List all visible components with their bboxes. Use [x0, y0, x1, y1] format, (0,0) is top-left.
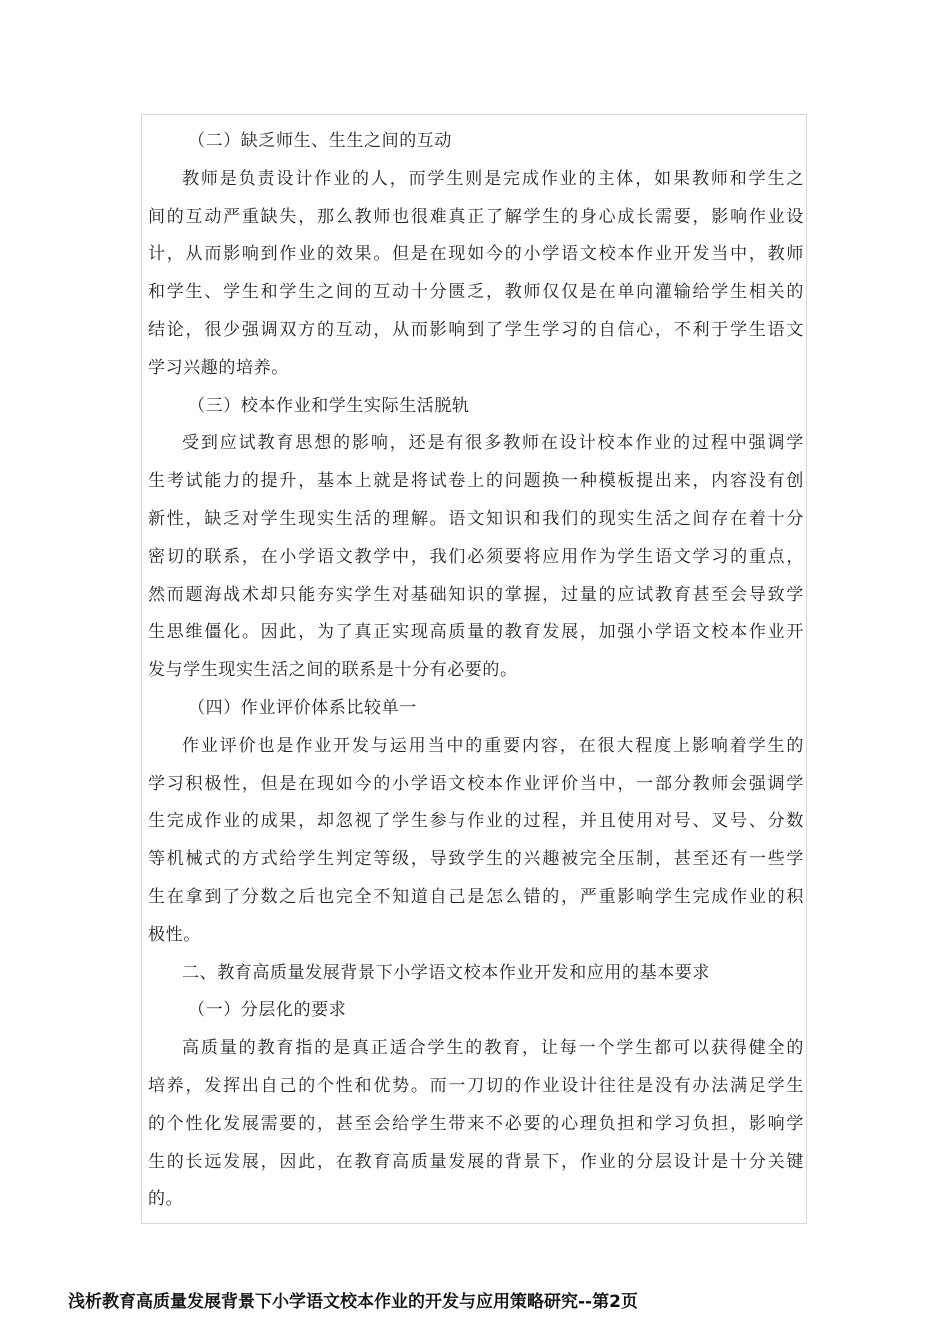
- paragraph-line: 间的互动严重缺失，那么教师也很难真正了解学生的身心成长需要，影响作业设: [148, 206, 804, 227]
- paragraph-line: 生在拿到了分数之后也完全不知道自己是怎么错的，严重影响学生完成作业的积: [148, 886, 804, 907]
- page-footer-title: 浅析教育高质量发展背景下小学语文校本作业的开发与应用策略研究--第2页: [68, 1292, 638, 1312]
- paragraph-line: 结论，很少强调双方的互动，从而影响到了学生学习的自信心，不利于学生语文: [148, 319, 804, 340]
- section-heading: （二）缺乏师生、生生之间的互动: [188, 131, 452, 151]
- section-heading: （三）校本作业和学生实际生活脱轨: [188, 395, 470, 416]
- paragraph-line: 生的长远发展，因此，在教育高质量发展的背景下，作业的分层设计是十分关键: [148, 1151, 804, 1172]
- paragraph-line: 教师是负责设计作业的人，而学生则是完成作业的主体，如果教师和学生之: [182, 168, 804, 189]
- document-body: [148, 123, 804, 1219]
- paragraph-line: 新性，缺乏对学生现实生活的理解。语文知识和我们的现实生活之间存在着十分: [148, 508, 804, 529]
- paragraph-line: 受到应试教育思想的影响，还是有很多教师在设计校本作业的过程中强调学: [182, 433, 804, 454]
- document-content-frame: [141, 114, 807, 1224]
- paragraph-line: 极性。: [148, 924, 201, 945]
- section-heading: 二、教育高质量发展背景下小学语文校本作业开发和应用的基本要求: [182, 962, 710, 983]
- paragraph-line: 然而题海战术却只能夯实学生对基础知识的掌握，过量的应试教育甚至会导致学: [148, 584, 804, 605]
- paragraph-line: 的个性化发展需要的，甚至会给学生带来不必要的心理负担和学习负担，影响学: [148, 1113, 804, 1134]
- paragraph-line: 高质量的教育指的是真正适合学生的教育，让每一个学生都可以获得健全的: [182, 1038, 804, 1059]
- paragraph-line: 的。: [148, 1189, 184, 1210]
- section-heading: （四）作业评价体系比较单一: [188, 697, 417, 718]
- paragraph-line: 学习兴趣的培养。: [148, 357, 289, 378]
- paragraph-line: 密切的联系，在小学语文教学中，我们必须要将应用作为学生语文学习的重点，: [148, 546, 804, 567]
- paragraph-line: 发与学生现实生活之间的联系是十分有必要的。: [148, 660, 518, 681]
- section-heading: （一）分层化的要求: [188, 1000, 347, 1021]
- paragraph-line: 作业评价也是作业开发与运用当中的重要内容，在很大程度上影响着学生的: [182, 735, 804, 756]
- paragraph-line: 计，从而影响到作业的效果。但是在现如今的小学语文校本作业开发当中，教师: [148, 244, 804, 265]
- paragraph-line: 学习积极性，但是在现如今的小学语文校本作业评价当中，一部分教师会强调学: [148, 773, 804, 794]
- paragraph-line: 生完成作业的成果，却忽视了学生参与作业的过程，并且使用对号、叉号、分数: [148, 811, 804, 832]
- paragraph-line: 和学生、学生和学生之间的互动十分匮乏，教师仅仅是在单向灌输给学生相关的: [148, 282, 804, 303]
- paragraph-line: 生考试能力的提升，基本上就是将试卷上的问题换一种模板提出来，内容没有创: [148, 471, 804, 492]
- paragraph-line: 生思维僵化。因此，为了真正实现高质量的教育发展，加强小学语文校本作业开: [148, 622, 804, 643]
- paragraph-line: 培养，发挥出自己的个性和优势。而一刀切的作业设计往往是没有办法满足学生: [148, 1075, 804, 1096]
- paragraph-line: 等机械式的方式给学生判定等级，导致学生的兴趣被完全压制，甚至还有一些学: [148, 849, 804, 870]
